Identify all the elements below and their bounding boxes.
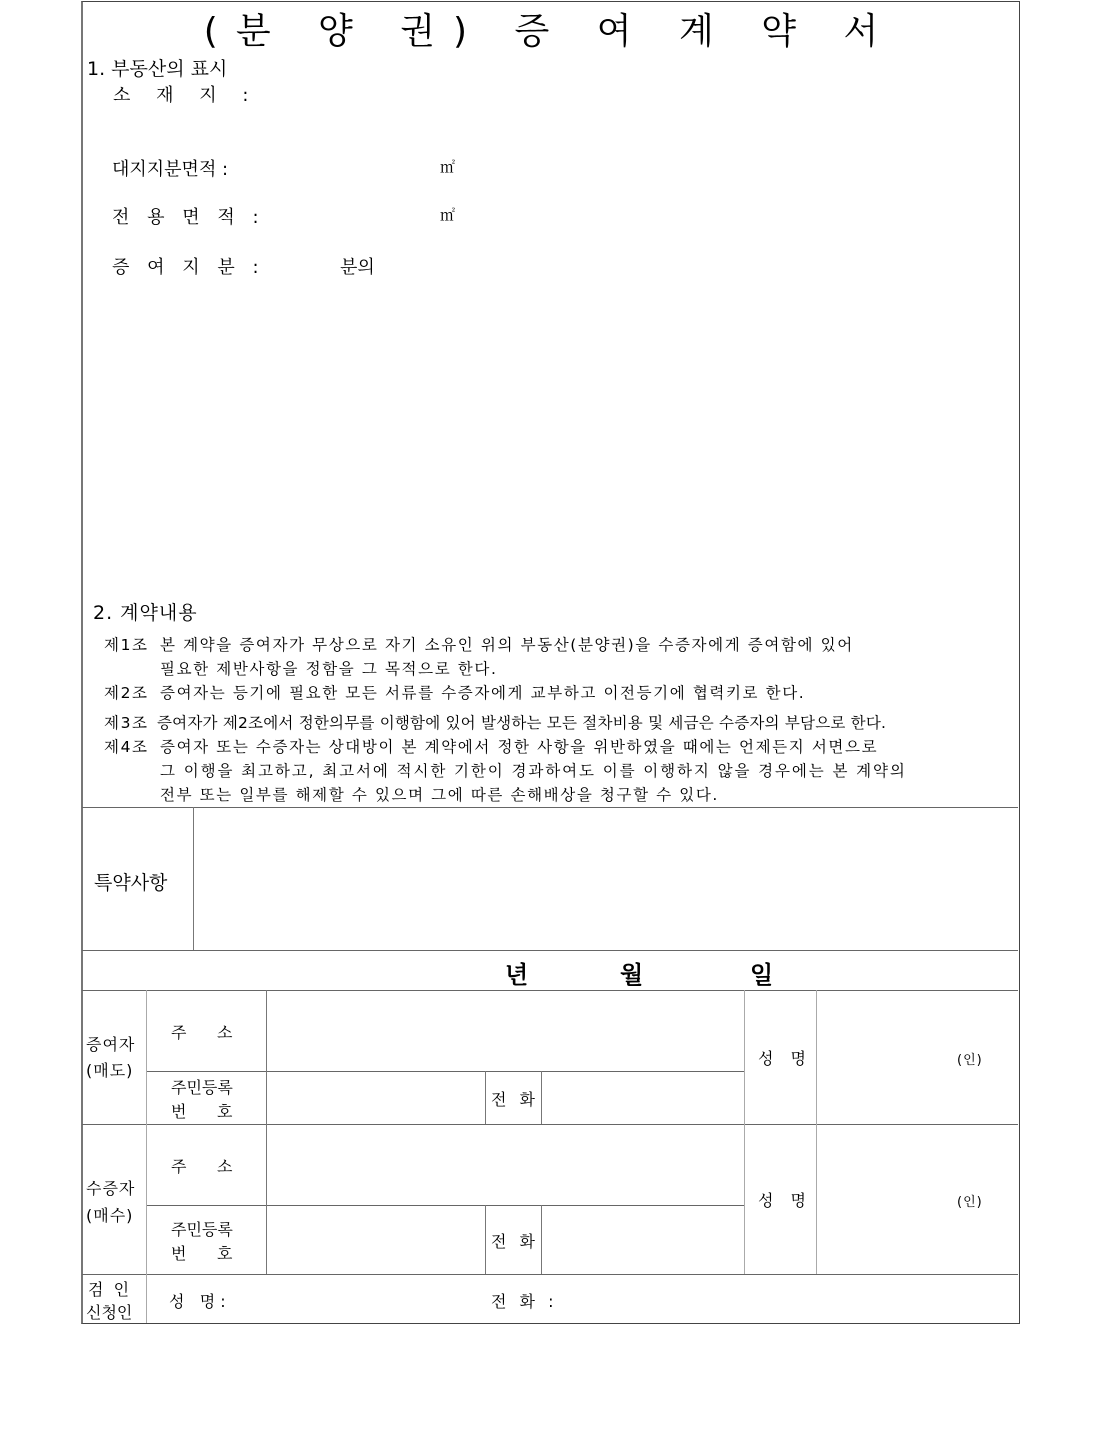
giver-role-label: 증여자 — [86, 1035, 136, 1054]
receiver-id-field[interactable] — [270, 1208, 482, 1271]
divider — [485, 1205, 486, 1274]
divider — [82, 807, 1018, 808]
receiver-id-label-line2: 번 호 — [171, 1244, 233, 1263]
receiver-name-label: 성 명 — [758, 1191, 812, 1210]
divider — [82, 1124, 1018, 1125]
clause-3-number: 제3조 — [104, 714, 149, 732]
receiver-phone-label: 전 화 — [491, 1232, 539, 1251]
giver-id-field[interactable] — [270, 1074, 482, 1121]
applicant-name-label: 성 명 : — [169, 1292, 226, 1311]
gift-share-label: 증 여 지 분 : — [112, 257, 265, 278]
receiver-name-field[interactable] — [820, 1128, 950, 1271]
date-day-field[interactable] — [660, 955, 745, 985]
applicant-role-label-line1: 검 인 — [88, 1280, 130, 1299]
gift-share-unit: 분의 — [340, 257, 375, 278]
receiver-id-label-line1: 주민등록 — [171, 1220, 233, 1239]
special-provisions-field[interactable] — [196, 810, 1014, 947]
clause-2-number: 제2조 — [104, 684, 149, 702]
clause-4-number: 제4조 — [104, 738, 149, 756]
receiver-role-sub-label: (매수) — [86, 1206, 134, 1225]
giver-name-field[interactable] — [820, 994, 950, 1121]
giver-role-sub-label: (매도) — [86, 1061, 134, 1080]
gift-share-field[interactable] — [270, 253, 330, 277]
special-provisions-label: 특약사항 — [94, 872, 168, 894]
applicant-phone-field[interactable] — [565, 1280, 1005, 1318]
exclusive-area-label: 전 용 면 적 : — [112, 207, 265, 228]
land-share-area-field[interactable] — [270, 155, 430, 179]
land-share-area-unit: ㎡ — [440, 158, 456, 176]
divider — [82, 990, 1018, 991]
divider — [541, 1205, 542, 1274]
giver-id-label-line1: 주민등록 — [171, 1078, 233, 1097]
receiver-phone-field[interactable] — [545, 1208, 741, 1271]
exclusive-area-unit: ㎡ — [440, 206, 456, 224]
receiver-address-label: 주 소 — [171, 1157, 233, 1176]
date-year-label: 년 — [505, 961, 529, 989]
applicant-name-field[interactable] — [250, 1280, 475, 1318]
clause-2-line-1: 증여자는 등기에 필요한 모든 서류를 수증자에게 교부하고 이전등기에 협력키로 한다. — [160, 684, 806, 702]
land-share-area-label: 대지지분면적 : — [112, 159, 229, 180]
document-title: (분 양 권) 증 여 계 약 서 — [203, 11, 897, 52]
divider — [744, 990, 745, 1274]
clause-1-line-2: 필요한 제반사항을 정함을 그 목적으로 한다. — [160, 660, 498, 678]
clause-3-line-1: 증여자가 제2조에서 정한의무를 이행함에 있어 발생하는 모든 절차비용 및 세금은 수증자의 부담으로 한다. — [157, 714, 887, 732]
divider — [193, 807, 194, 950]
divider — [146, 1205, 744, 1206]
clause-4-line-2: 그 이행을 최고하고, 최고서에 적시한 기한이 경과하여도 이를 이행하지 않을 경우에는 본 계약의 — [160, 762, 907, 780]
giver-phone-label: 전 화 — [491, 1090, 539, 1109]
exclusive-area-field[interactable] — [270, 203, 430, 227]
date-year-field[interactable] — [400, 955, 495, 985]
divider — [82, 1274, 1018, 1275]
location-label: 소 재 지 : — [113, 85, 259, 106]
applicant-phone-label: 전 화 : — [491, 1292, 558, 1311]
divider — [485, 1071, 486, 1124]
divider — [541, 1071, 542, 1124]
applicant-role-label-line2: 신청인 — [86, 1303, 133, 1322]
giver-address-label: 주 소 — [171, 1023, 233, 1042]
date-day-label: 일 — [750, 961, 774, 989]
clause-1-line-1: 본 계약을 증여자가 무상으로 자기 소유인 위의 부동산(분양권)을 수증자에게 증여함에 있어 — [160, 636, 854, 654]
clause-1-number: 제1조 — [104, 636, 149, 654]
section1-heading: 1. 부동산의 표시 — [87, 58, 228, 80]
giver-seal-mark: (인) — [957, 1053, 983, 1068]
divider — [816, 990, 817, 1274]
location-field[interactable] — [270, 81, 970, 105]
giver-id-label-line2: 번 호 — [171, 1102, 233, 1121]
clause-4-line-1: 증여자 또는 수증자는 상대방이 본 계약에서 정한 사항을 위반하였을 때에는 언제든지 서면으로 — [160, 738, 879, 756]
date-month-field[interactable] — [540, 955, 615, 985]
clause-4-line-3: 전부 또는 일부를 해제할 수 있으며 그에 따른 손해배상을 청구할 수 있다. — [160, 786, 719, 804]
giver-phone-field[interactable] — [545, 1074, 741, 1121]
receiver-seal-mark: (인) — [957, 1195, 983, 1210]
date-month-label: 월 — [620, 961, 644, 989]
giver-name-label: 성 명 — [758, 1049, 812, 1068]
divider — [82, 950, 1018, 951]
giver-address-field[interactable] — [270, 994, 740, 1068]
divider — [146, 1071, 744, 1072]
receiver-role-label: 수증자 — [86, 1179, 136, 1198]
divider — [146, 990, 147, 1323]
receiver-address-field[interactable] — [270, 1128, 740, 1202]
section2-heading: 2. 계약내용 — [93, 602, 198, 624]
divider — [266, 990, 267, 1274]
